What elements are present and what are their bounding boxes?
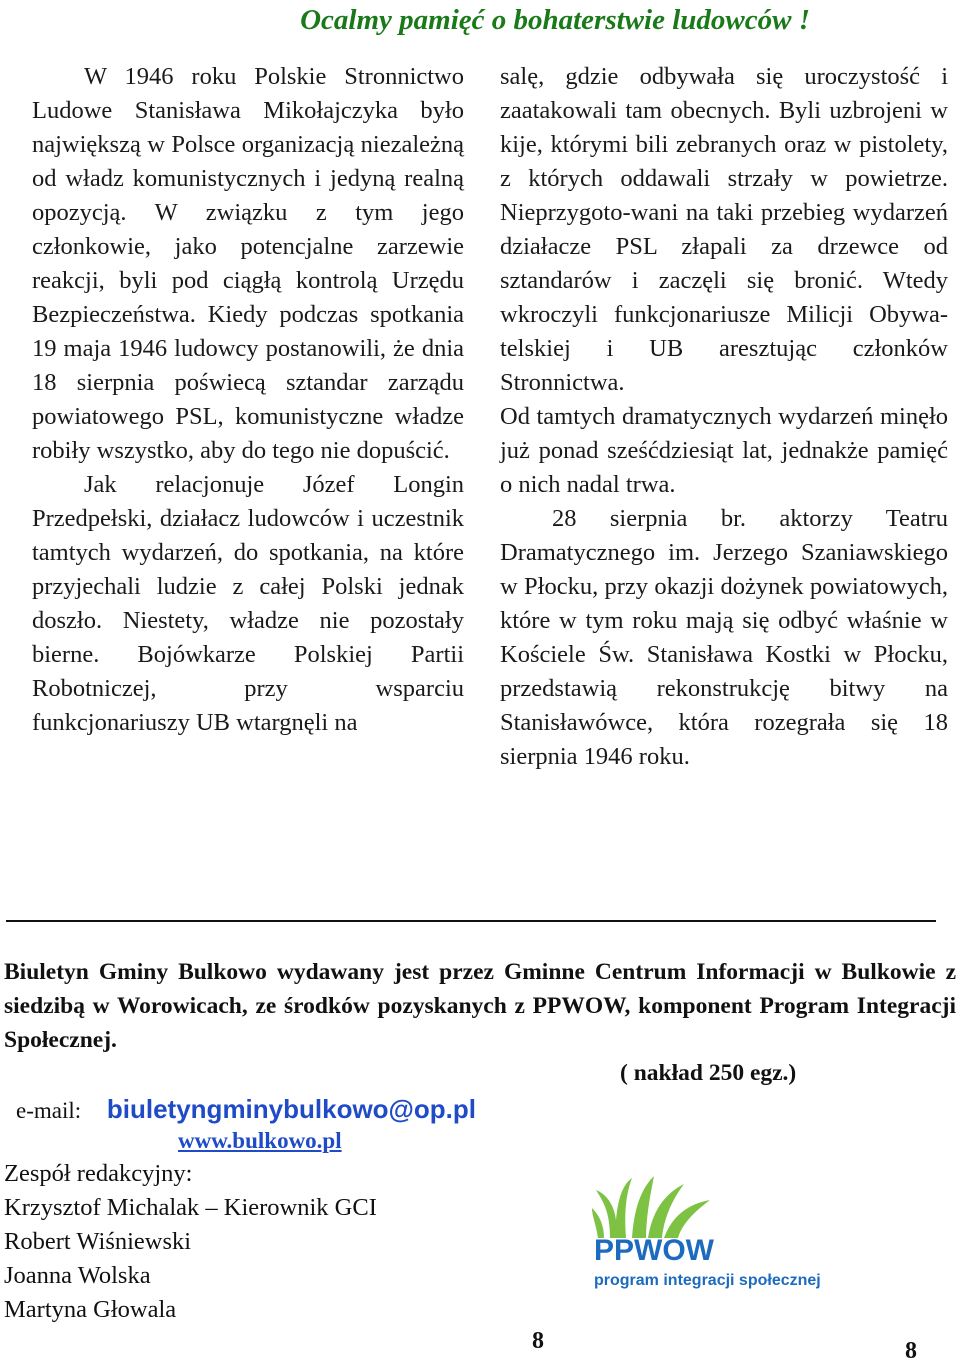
email-label: e-mail: (16, 1098, 82, 1123)
page-number: 8 (905, 1338, 917, 1364)
website-link[interactable]: www.bulkowo.pl (178, 1128, 342, 1153)
article-paragraph: W 1946 roku Polskie Stronnictwo Ludowe Stanisława Mikołajczyka było największą w Polsce organizacją niezależną od władz komunistycznych i jedyną realną opozycją. W związku z tym jego członkowie, jako potencjalne zarzewie reakcji, byli pod ciągłą kontrolą Urzędu Bezpieczeństwa. Kiedy podczas spotkania 19 maja 1946 ludowcy postanowili, że dnia 18 sierpnia poświecą sztandar zarządu powiatowego PSL, komunistyczne władze robiły wszystko, aby do tego nie dopuścić. (32, 63, 464, 464)
team-member: Martyna Głowala (4, 1296, 177, 1323)
article-left-column (32, 60, 464, 740)
tree-icon (592, 1160, 722, 1240)
ppwow-logo (582, 1160, 882, 1310)
team-member: Krzysztof Michalak – Kierownik GCI (4, 1194, 377, 1221)
team-member: Joanna Wolska (4, 1262, 151, 1289)
editorial-team (4, 1157, 377, 1327)
print-run: ( nakład 250 egz.) (620, 1060, 797, 1086)
page-title: Ocalmy pamięć o bohaterstwie ludowców ! (300, 4, 810, 36)
publisher-info: Biuletyn Gminy Bulkowo wydawany jest przez Gminne Centrum Informacji w Bulkowie z siedzibą w Worowicach, ze środków pozyskanych z PPWOW, komponent Program Integracji Społecznej. (4, 959, 956, 1053)
team-member: Robert Wiśniewski (4, 1228, 192, 1255)
team-heading: Zespół redakcyjny: (4, 1160, 193, 1187)
separator-line (6, 920, 936, 922)
email-link[interactable]: biuletyngminybulkowo@op.pl (106, 1094, 477, 1124)
email-row (16, 1092, 476, 1128)
page-number: 8 (532, 1328, 544, 1354)
article-paragraph: Jak relacjonuje Józef Longin Przedpełski, działacz ludowców i uczestnik tamtych wydarzeń, do spotkania, na które przyjechali ludzie z całej Polski jednak doszło. Niestety, władze nie pozostały bierne. Bojówkarze Polskiej Partii Robotniczej, przy wsparciu funkcjonariuszy UB wtargnęli na (32, 471, 464, 736)
article-paragraph: 28 sierpnia br. aktorzy Teatru Dramatycznego im. Jerzego Szaniawskiego w Płocku, przy okazji dożynek powiatowych, które w tym roku mają się odbyć właśnie w Kościele Św. Stanisława Kostki w Płocku, przedstawią rekonstrukcję bitwy na Stanisławówce, która rozegrała się 18 sierpnia 1946 roku. (500, 505, 948, 770)
article-right-column (500, 60, 948, 774)
logo-title: PPWOW (594, 1234, 714, 1267)
article-paragraph: Od tamtych dramatycznych wydarzeń minęło już ponad sześćdziesiąt lat, jednakże pamięć o nich nadal trwa. (500, 403, 948, 498)
logo-subtitle: program integracji społecznej (594, 1272, 821, 1289)
article-paragraph: salę, gdzie odbywała się uroczystość i zaatakowali tam obecnych. Byli uzbrojeni w kije, którymi bili zebranych oraz w pistolety, z których oddawali strzały w powietrze. Nieprzygoto-wani na taki przebieg wydarzeń działacze PSL złapali za drzewce od sztandarów i zaczęli się bronić. Wtedy wkroczyli funkcjonariusze Milicji Obywa-telskiej i UB aresztując członków Stronnictwa. (500, 63, 948, 396)
